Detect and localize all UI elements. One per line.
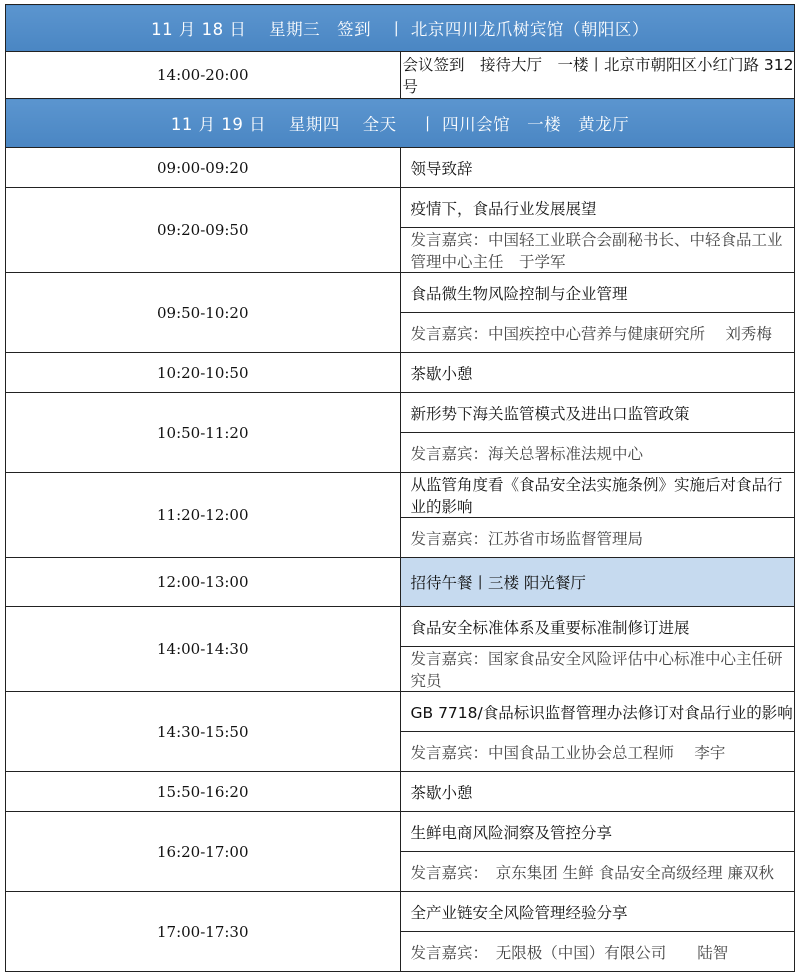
day-header: 11 月 19 日 星期四 全天 丨 四川会馆 一楼 黄龙厅	[6, 99, 795, 148]
agenda-row	[6, 353, 795, 393]
speaker-info: 发言嘉宾： 无限极（中国）有限公司 陆智	[400, 932, 795, 972]
session-title: 全产业链安全风险管理经验分享	[400, 892, 795, 932]
speaker-info: 发言嘉宾：海关总署标准法规中心	[400, 433, 795, 473]
session-title: 茶歇小憩	[400, 772, 795, 812]
speaker-info: 发言嘉宾：中国食品工业协会总工程师 李宇	[400, 732, 795, 772]
session-title: 食品微生物风险控制与企业管理	[400, 273, 795, 313]
time-cell: 10:50-11:20	[6, 393, 401, 473]
speaker-info: 发言嘉宾：中国疾控中心营养与健康研究所 刘秀梅	[400, 313, 795, 353]
time-cell: 14:00-14:30	[6, 607, 401, 692]
session-title: 生鲜电商风险洞察及管控分享	[400, 812, 795, 852]
session-title: 从监管角度看《食品安全法实施条例》实施后对食品行业的影响	[400, 473, 795, 518]
time-cell: 11:20-12:00	[6, 473, 401, 558]
session-title: 新形势下海关监管模式及进出口监管政策	[400, 393, 795, 433]
time-cell: 09:20-09:50	[6, 188, 401, 273]
session-title: 茶歇小憩	[400, 353, 795, 393]
agenda-row	[6, 772, 795, 812]
agenda-row	[6, 473, 795, 518]
agenda-row	[6, 812, 795, 852]
agenda-row	[6, 273, 795, 313]
time-cell: 15:50-16:20	[6, 772, 401, 812]
agenda-row	[6, 692, 795, 732]
speaker-info: 发言嘉宾： 京东集团 生鲜 食品安全高级经理 廉双秋	[400, 852, 795, 892]
time-cell: 09:50-10:20	[6, 273, 401, 353]
time-cell: 10:20-10:50	[6, 353, 401, 393]
session-title: 食品安全标准体系及重要标准制修订进展	[400, 607, 795, 647]
speaker-info: 发言嘉宾：国家食品安全风险评估中心标准中心主任研究员	[400, 647, 795, 692]
time-cell: 16:20-17:00	[6, 812, 401, 892]
time-cell: 14:00-20:00	[6, 52, 401, 99]
time-cell: 17:00-17:30	[6, 892, 401, 972]
agenda-row	[6, 393, 795, 433]
time-cell: 14:30-15:50	[6, 692, 401, 772]
agenda-row	[6, 148, 795, 188]
agenda-row	[6, 607, 795, 647]
day-header: 11 月 18 日 星期三 签到 丨 北京四川龙爪树宾馆（朝阳区）	[6, 5, 795, 52]
speaker-info: 发言嘉宾：中国轻工业联合会副秘书长、中轻食品工业管理中心主任 于学军	[400, 228, 795, 273]
session-title: GB 7718/食品标识监督管理办法修订对食品行业的影响	[400, 692, 795, 732]
time-cell: 12:00-13:00	[6, 558, 401, 607]
session-title: 会议签到 接待大厅 一楼丨北京市朝阳区小红门路 312 号	[400, 52, 795, 99]
session-title: 疫情下，食品行业发展展望	[400, 188, 795, 228]
agenda-table	[5, 4, 795, 972]
session-title: 招待午餐丨三楼 阳光餐厅	[400, 558, 795, 607]
agenda-row	[6, 188, 795, 228]
time-cell: 09:00-09:20	[6, 148, 401, 188]
speaker-info: 发言嘉宾：江苏省市场监督管理局	[400, 518, 795, 558]
agenda-row	[6, 892, 795, 932]
agenda-row	[6, 558, 795, 607]
session-title: 领导致辞	[400, 148, 795, 188]
